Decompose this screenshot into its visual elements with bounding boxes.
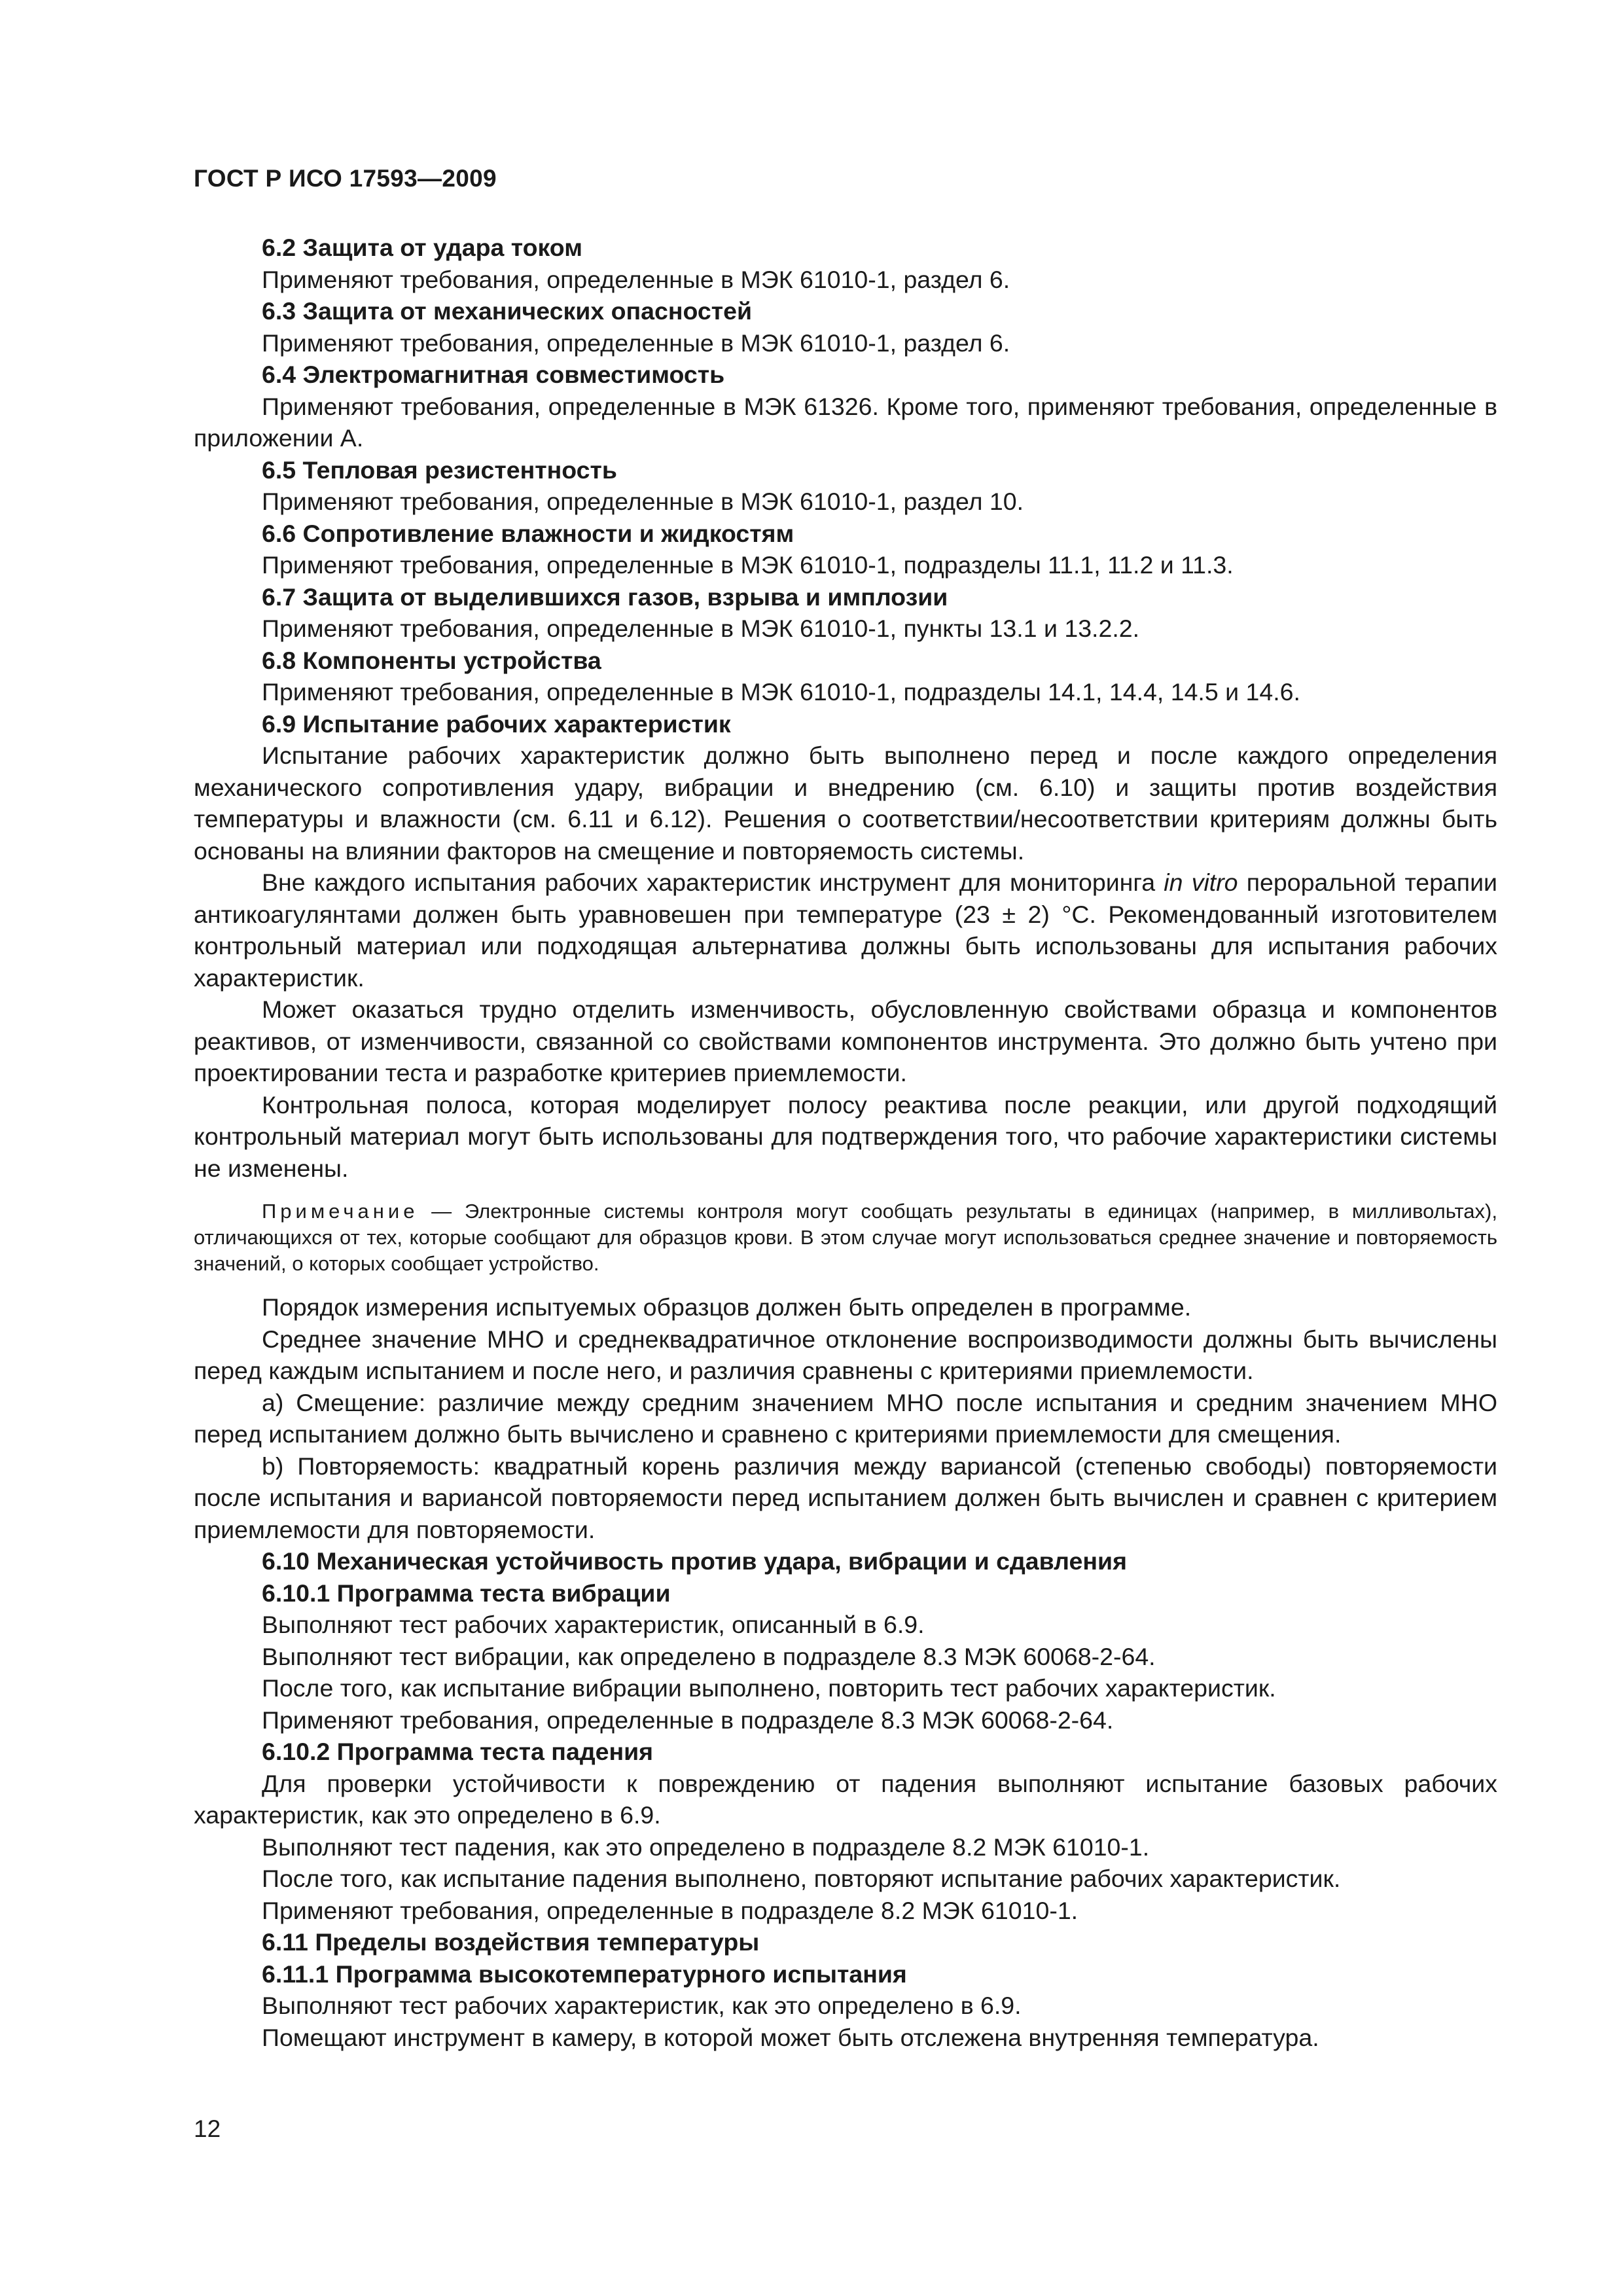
list-item-a: a) Смещение: различие между средним значением МНО после испытания и средним значением МНО перед испытанием должно быть вычислено и сравнено с критериями приемлемости для смещения. <box>194 1388 1497 1448</box>
paragraph: Применяют требования, определенные в МЭК 61010-1, подразделы 11.1, 11.2 и 11.3. <box>262 551 1234 579</box>
paragraph: Выполняют тест рабочих характеристик, описанный в 6.9. <box>262 1611 925 1638</box>
paragraph: Помещают инструмент в камеру, в которой может быть отслежена внутренняя температура. <box>262 2023 1319 2051</box>
paragraph: Применяют требования, определенные в МЭК 61010-1, подразделы 14.1, 14.4, 14.5 и 14.6. <box>262 678 1300 706</box>
note <box>194 1198 1497 1277</box>
page-number: 12 <box>194 2115 221 2142</box>
paragraph: Для проверки устойчивости к повреждению от падения выполняют испытание базовых рабочих характеристик, как это определено в 6.9. <box>194 1769 1497 1829</box>
section-heading: 6.7 Защита от выделившихся газов, взрыва и имплозии <box>262 583 948 611</box>
paragraph: Применяют требования, определенные в подразделе 8.2 МЭК 61010-1. <box>262 1896 1079 1924</box>
paragraph-in-vitro <box>194 867 1497 994</box>
section-heading: 6.6 Сопротивление влажности и жидкостям <box>262 519 794 547</box>
section-heading: 6.2 Защита от удара током <box>262 234 582 261</box>
section-heading: 6.9 Испытание рабочих характеристик <box>262 709 731 738</box>
note-label: Примечание <box>262 1200 419 1223</box>
paragraph: Среднее значение МНО и среднеквадратичное отклонение воспроизводимости должны быть вычислены перед каждым испытанием и после него, и различия сравнены с критериями приемлемости. <box>194 1325 1497 1384</box>
paragraph: Может оказаться трудно отделить изменчивость, обусловленную свойствами образца и компонентов реактивов, от изменчивости, связанной со свойствами компонентов инструмента. Это должно быть учтено при проектировании теста и разработке критериев приемлемости. <box>194 996 1497 1086</box>
paragraph: Выполняют тест рабочих характеристик, как это определено в 6.9. <box>262 1992 1022 2019</box>
paragraph: Применяют требования, определенные в подразделе 8.3 МЭК 60068-2-64. <box>262 1706 1114 1734</box>
section-heading: 6.3 Защита от механических опасностей <box>262 297 753 325</box>
paragraph: Применяют требования, определенные в МЭК 61010-1, пункты 13.1 и 13.2.2. <box>262 615 1140 642</box>
paragraph: Выполняют тест падения, как это определено в подразделе 8.2 МЭК 61010-1. <box>262 1833 1150 1861</box>
paragraph: Порядок измерения испытуемых образцов должен быть определен в программе. <box>262 1293 1192 1321</box>
section-heading: 6.8 Компоненты устройства <box>262 646 601 674</box>
section-heading: 6.5 Тепловая резистентность <box>262 456 617 484</box>
paragraph: Контрольная полоса, которая моделирует полосу реактива после реакции, или другой подходящий контрольный материал могут быть использованы для подтверждения того, что рабочие характеристики системы не изменены. <box>194 1090 1497 1182</box>
note-text: — Электронные системы контроля могут сообщать результаты в единицах (например, в милливольтах), отличающихся от тех, которые сообщают для образцов крови. В этом случае могут использоваться среднее значение и повторяемость значений, о которых сообщает устройство. <box>194 1200 1497 1275</box>
paragraph-part: пероральной терапии антикоагулянтами должен быть уравновешен при температуре (23 ± 2) °С. Рекомендованный изготовителем контрольный материал или подходящая альтернатива должны быть использованы для испытания рабочих характеристик. <box>194 869 1497 992</box>
document-body <box>194 232 1497 2053</box>
standard-header: ГОСТ Р ИСО 17593—2009 <box>194 165 497 192</box>
section-heading: 6.10 Механическая устойчивость против удара, вибрации и сдавления <box>262 1547 1127 1575</box>
section-heading: 6.4 Электромагнитная совместимость <box>262 361 725 388</box>
subsection-heading: 6.11.1 Программа высокотемпературного испытания <box>262 1960 907 1988</box>
paragraph: После того, как испытание вибрации выполнено, повторить тест рабочих характеристик. <box>262 1674 1276 1702</box>
subsection-heading: 6.10.2 Программа теста падения <box>262 1738 654 1765</box>
paragraph: Испытание рабочих характеристик должно быть выполнено перед и после каждого определения механического сопротивления удару, вибрации и внедрению (см. 6.10) и защиты против воздействия температуры и влажности (см. 6.11 и 6.12). Решения о соответствии/несоответствии критериям должны быть основаны на влиянии факторов на смещение и повторяемость системы. <box>194 742 1497 865</box>
paragraph: Применяют требования, определенные в МЭК 61010-1, раздел 6. <box>262 265 1010 293</box>
paragraph: Применяют требования, определенные в МЭК 61010-1, раздел 10. <box>262 488 1024 515</box>
latin-term: in vitro <box>1164 869 1238 896</box>
list-item-b: b) Повторяемость: квадратный корень различия между вариансой (степенью свободы) повторяемости после испытания и вариансой повторяемости перед испытанием должен быть вычислен и сравнен с критерием приемлемости для повторяемости. <box>194 1452 1497 1543</box>
paragraph: Применяют требования, определенные в МЭК 61326. Кроме того, применяют требования, определенные в приложении А. <box>194 392 1497 452</box>
subsection-heading: 6.10.1 Программа теста вибрации <box>262 1579 671 1607</box>
paragraph-part: Вне каждого испытания рабочих характеристик инструмент для мониторинга <box>262 869 1164 896</box>
paragraph: Применяют требования, определенные в МЭК 61010-1, раздел 6. <box>262 329 1010 357</box>
paragraph: После того, как испытание падения выполнено, повторяют испытание рабочих характеристик. <box>262 1865 1341 1892</box>
paragraph: Выполняют тест вибрации, как определено в подразделе 8.3 МЭК 60068-2-64. <box>262 1642 1156 1670</box>
section-heading: 6.11 Пределы воздействия температуры <box>262 1928 760 1956</box>
